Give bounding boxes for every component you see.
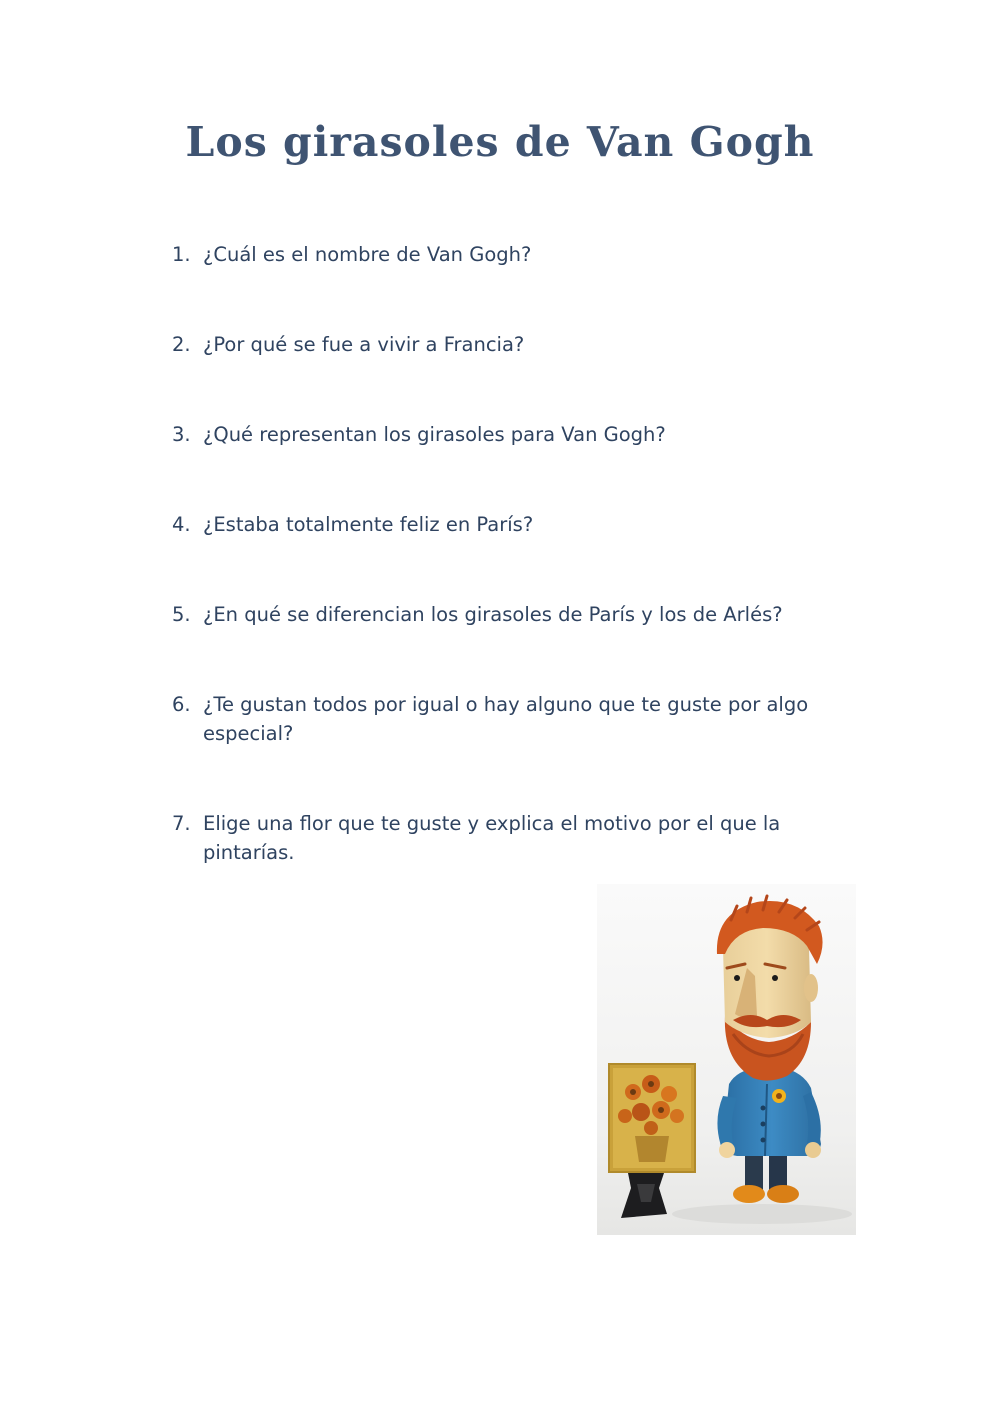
question-list — [172, 240, 852, 928]
question-number: 5. — [172, 603, 191, 626]
question-text: Elige una flor que te guste y explica el motivo por el que la pintarías. — [203, 812, 781, 864]
question-number: 2. — [172, 333, 191, 356]
question-text: ¿Cuál es el nombre de Van Gogh? — [203, 243, 532, 266]
question-number: 4. — [172, 513, 191, 536]
figurine-illustration — [597, 884, 856, 1235]
question-number: 7. — [172, 812, 191, 835]
question-number: 1. — [172, 243, 191, 266]
question-item — [172, 600, 852, 629]
question-item — [172, 809, 852, 867]
question-text: ¿Te gustan todos por igual o hay alguno que te guste por algo especial? — [203, 693, 809, 745]
question-text: ¿Qué representan los girasoles para Van Gogh? — [203, 423, 666, 446]
question-item — [172, 330, 852, 359]
question-item — [172, 420, 852, 449]
question-text: ¿Por qué se fue a vivir a Francia? — [203, 333, 525, 356]
question-number: 6. — [172, 693, 191, 716]
question-item — [172, 690, 852, 748]
question-item — [172, 510, 852, 539]
page-title: Los girasoles de Van Gogh — [185, 118, 815, 166]
van-gogh-figurine-image — [597, 884, 856, 1235]
question-item — [172, 240, 852, 269]
question-text: ¿Estaba totalmente feliz en París? — [203, 513, 534, 536]
question-text: ¿En qué se diferencian los girasoles de París y los de Arlés? — [203, 603, 783, 626]
question-number: 3. — [172, 423, 191, 446]
